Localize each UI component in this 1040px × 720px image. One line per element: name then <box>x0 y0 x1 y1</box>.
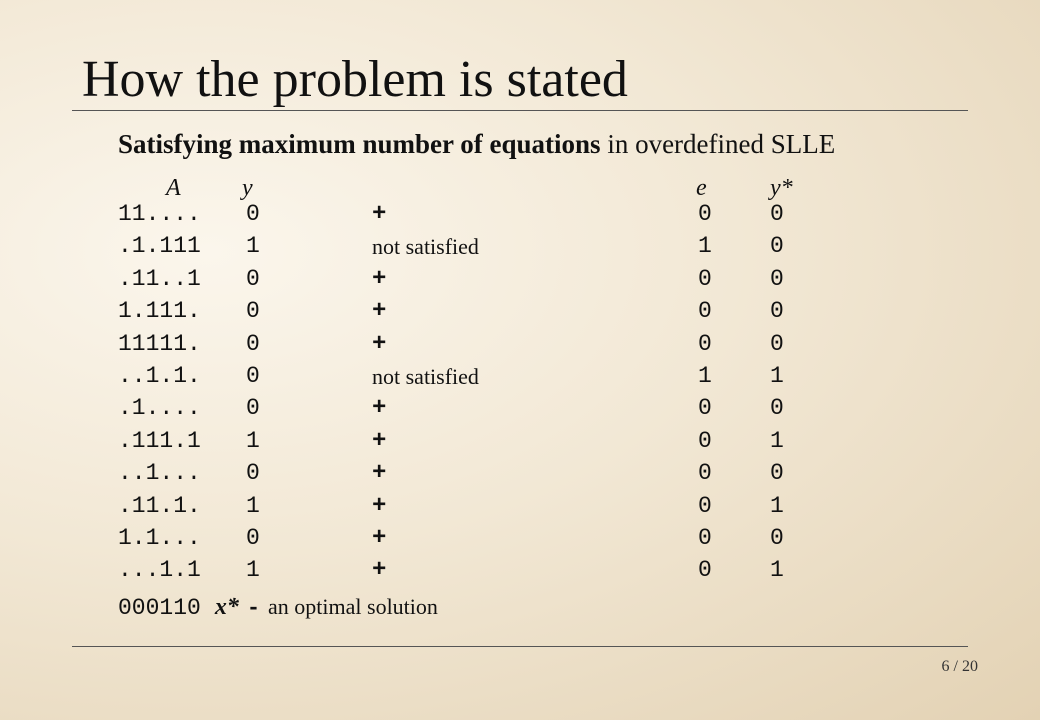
cell-y: 0 <box>246 525 260 551</box>
header-ystar: y* <box>770 175 793 201</box>
cell-a: 11111. <box>118 330 201 357</box>
cell-e: 0 <box>698 557 712 584</box>
cell-e: 0 <box>698 525 712 551</box>
table-row <box>0 522 1040 555</box>
subtitle-bold: Satisfying maximum number of equations <box>118 129 601 159</box>
solution-dash: - <box>246 596 261 621</box>
header-e: e <box>696 175 707 201</box>
cell-a: ...1.1 <box>118 557 201 584</box>
cell-ystar: 0 <box>770 460 784 487</box>
cell-status: not satisfied <box>372 364 479 389</box>
slide-title: How the problem is stated <box>82 51 628 108</box>
solution-description: an optimal solution <box>268 594 438 619</box>
cell-y: 1 <box>246 427 260 454</box>
table-row <box>0 198 1040 231</box>
table-row <box>0 392 1040 425</box>
cell-a: 1.1... <box>118 525 201 551</box>
cell-status: + <box>372 265 387 293</box>
table-row <box>0 295 1040 328</box>
cell-e: 0 <box>698 427 712 454</box>
slide-subtitle <box>118 128 835 160</box>
cell-ystar: 1 <box>770 492 784 519</box>
footer-divider <box>72 646 968 647</box>
cell-ystar: 0 <box>770 395 784 422</box>
cell-e: 0 <box>698 330 712 357</box>
cell-status: + <box>372 492 387 520</box>
cell-a: .111.1 <box>118 427 201 454</box>
cell-a: .1.111 <box>118 233 201 260</box>
cell-ystar: 0 <box>770 298 784 325</box>
cell-e: 0 <box>698 395 712 422</box>
cell-y: 0 <box>246 330 260 357</box>
cell-ystar: 0 <box>770 525 784 551</box>
solution-xstar: x* <box>214 594 239 620</box>
cell-ystar: 1 <box>770 427 784 454</box>
table-row <box>0 230 1040 263</box>
cell-y: 1 <box>246 492 260 519</box>
solution-line <box>118 590 438 627</box>
cell-ystar: 0 <box>770 265 784 292</box>
cell-ystar: 0 <box>770 330 784 357</box>
cell-e: 0 <box>698 265 712 292</box>
cell-y: 0 <box>246 265 260 292</box>
header-a: A <box>166 175 181 201</box>
cell-ystar: 1 <box>770 557 784 584</box>
cell-a: .11.1. <box>118 492 201 519</box>
cell-y: 0 <box>246 395 260 422</box>
cell-status: + <box>372 460 387 488</box>
cell-a: .1.... <box>118 395 201 422</box>
cell-a: ..1... <box>118 460 201 487</box>
cell-e: 0 <box>698 201 712 227</box>
table-row <box>0 490 1040 523</box>
cell-ystar: 0 <box>770 201 784 227</box>
cell-status: + <box>372 201 387 228</box>
cell-status: not satisfied <box>372 234 479 260</box>
cell-status: + <box>372 298 387 326</box>
table-row <box>0 360 1040 393</box>
solution-vector: 000110 <box>118 595 201 621</box>
cell-ystar: 1 <box>770 363 784 389</box>
subtitle-rest: in overdefined SLLE <box>600 129 836 159</box>
table-row <box>0 425 1040 458</box>
cell-y: 1 <box>246 557 260 584</box>
cell-a: ..1.1. <box>118 363 201 389</box>
cell-status: + <box>372 525 387 552</box>
cell-e: 0 <box>698 460 712 487</box>
cell-y: 0 <box>246 298 260 325</box>
cell-y: 1 <box>246 233 260 260</box>
table-row <box>0 554 1040 587</box>
cell-status: + <box>372 330 387 358</box>
table-row <box>0 263 1040 296</box>
cell-status: + <box>372 557 387 585</box>
cell-status: + <box>372 395 387 423</box>
cell-y: 0 <box>246 201 260 227</box>
table-row <box>0 457 1040 490</box>
cell-a: 1.111. <box>118 298 201 325</box>
cell-status: + <box>372 427 387 455</box>
table-row <box>0 328 1040 361</box>
header-y: y <box>242 175 253 201</box>
title-divider <box>72 110 968 111</box>
cell-a: .11..1 <box>118 265 201 292</box>
cell-a: 11.... <box>118 201 201 227</box>
cell-e: 1 <box>698 233 712 260</box>
cell-ystar: 0 <box>770 233 784 260</box>
cell-y: 0 <box>246 460 260 487</box>
cell-e: 0 <box>698 298 712 325</box>
cell-e: 1 <box>698 363 712 389</box>
cell-e: 0 <box>698 492 712 519</box>
page-number: 6 / 20 <box>941 658 978 675</box>
cell-y: 0 <box>246 363 260 389</box>
